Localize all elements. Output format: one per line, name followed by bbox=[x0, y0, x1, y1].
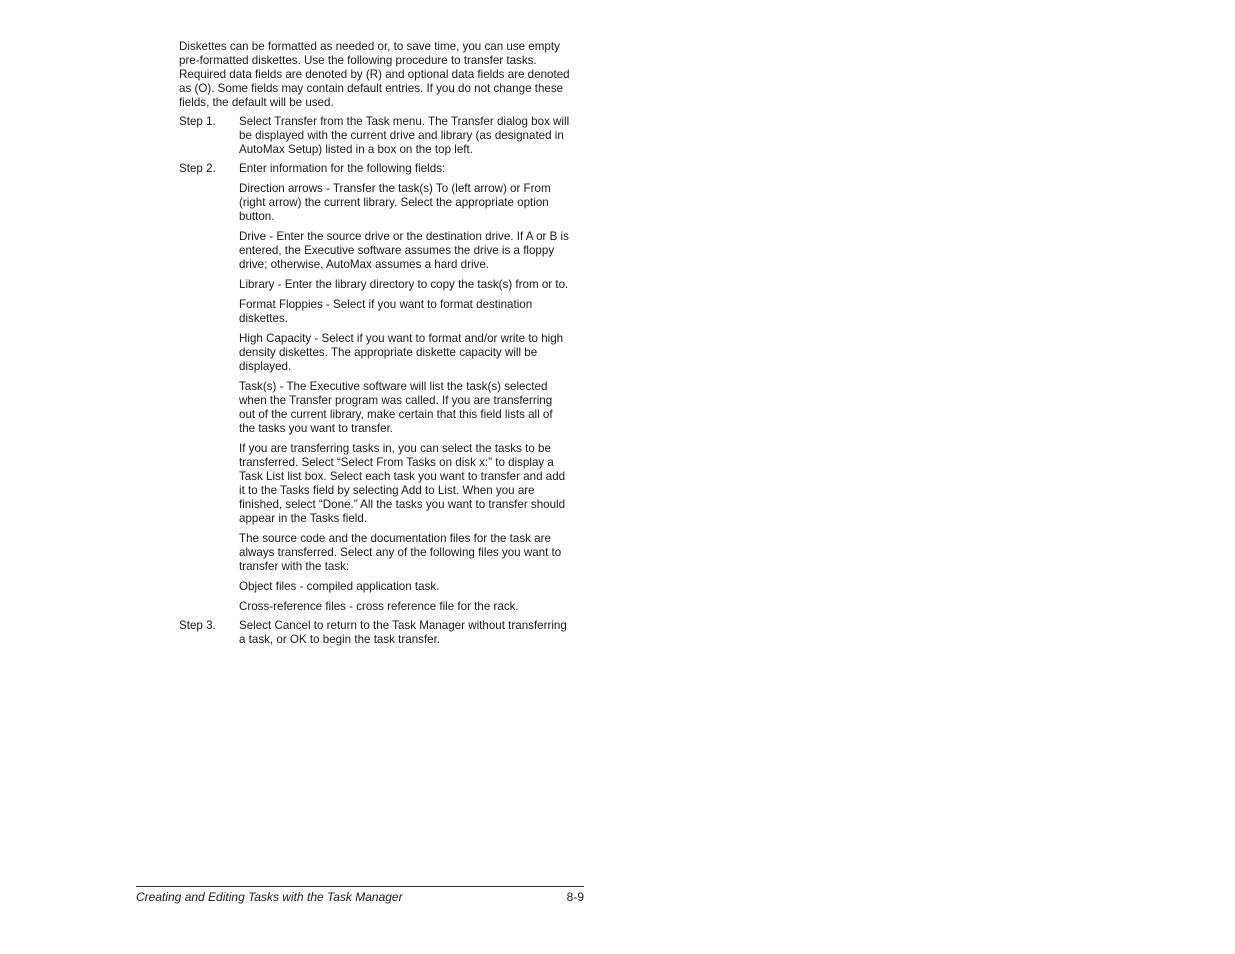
step-1 bbox=[179, 115, 571, 157]
intro-paragraph: Diskettes can be formatted as needed or, to save time, you can use empty pre-formatted diskettes. Use the following procedure to transfer tasks. Required data fields are denoted by (R) and optional data fields are denoted as (O). Some fields may contain default entries. If you do not change these fields, the default will be used. bbox=[179, 40, 570, 109]
field-direction-arrows: Direction arrows - Transfer the task(s) To (left arrow) or From (right arrow) the current library. Select the appropriate option button. bbox=[239, 182, 551, 223]
step-3 bbox=[179, 619, 571, 647]
step-label: Step 2. bbox=[179, 162, 216, 175]
step-2 bbox=[179, 162, 571, 614]
tasks-transfer-in-note: If you are transferring tasks in, you can select the tasks to be transferred. Select “Select From Tasks on disk x:” to display a Task List list box. Select each task you want to transfer and add it to the Tasks field by selecting Add to List. When you are finished, select “Done.” All the tasks you want to transfer should appear in the Tasks field. bbox=[239, 442, 566, 525]
footer-page-number: 8-9 bbox=[566, 890, 584, 904]
page-body bbox=[179, 40, 571, 652]
step-body bbox=[239, 619, 571, 647]
footer-chapter-title: Creating and Editing Tasks with the Task Manager bbox=[136, 890, 403, 904]
step-label: Step 3. bbox=[179, 619, 216, 632]
step-label: Step 1. bbox=[179, 115, 216, 128]
transferred-files-note: The source code and the documentation files for the task are always transferred. Select any of the following files you want to transfer with the task: bbox=[239, 532, 562, 573]
field-format-floppies: Format Floppies - Select if you want to format destination diskettes. bbox=[239, 298, 533, 325]
field-drive: Drive - Enter the source drive or the destination drive. If A or B is entered, the Executive software assumes the drive is a floppy drive; otherwise, AutoMax assumes a hard drive. bbox=[239, 230, 569, 271]
option-cross-reference-files: Cross-reference files - cross reference file for the rack. bbox=[239, 600, 519, 613]
field-library: Library - Enter the library directory to copy the task(s) from or to. bbox=[239, 278, 569, 291]
field-high-capacity: High Capacity - Select if you want to format and/or write to high density diskettes. The appropriate diskette capacity will be displayed. bbox=[239, 332, 564, 373]
option-object-files: Object files - compiled application task. bbox=[239, 580, 440, 593]
step-body bbox=[239, 162, 571, 614]
footer-divider bbox=[136, 886, 584, 887]
step-3-instruction: Select Cancel to return to the Task Manager without transferring a task, or OK to begin the task transfer. bbox=[239, 619, 567, 646]
field-tasks: Task(s) - The Executive software will list the task(s) selected when the Transfer program was called. If you are transferring out of the current library, make certain that this field lists all of the tasks you want to transfer. bbox=[239, 380, 553, 435]
step-1-instruction: Select Transfer from the Task menu. The Transfer dialog box will be displayed with the current drive and library (as designated in AutoMax Setup) listed in a box on the top left. bbox=[239, 115, 570, 156]
step-2-instruction: Enter information for the following fields: bbox=[239, 162, 446, 175]
step-body bbox=[239, 115, 571, 157]
